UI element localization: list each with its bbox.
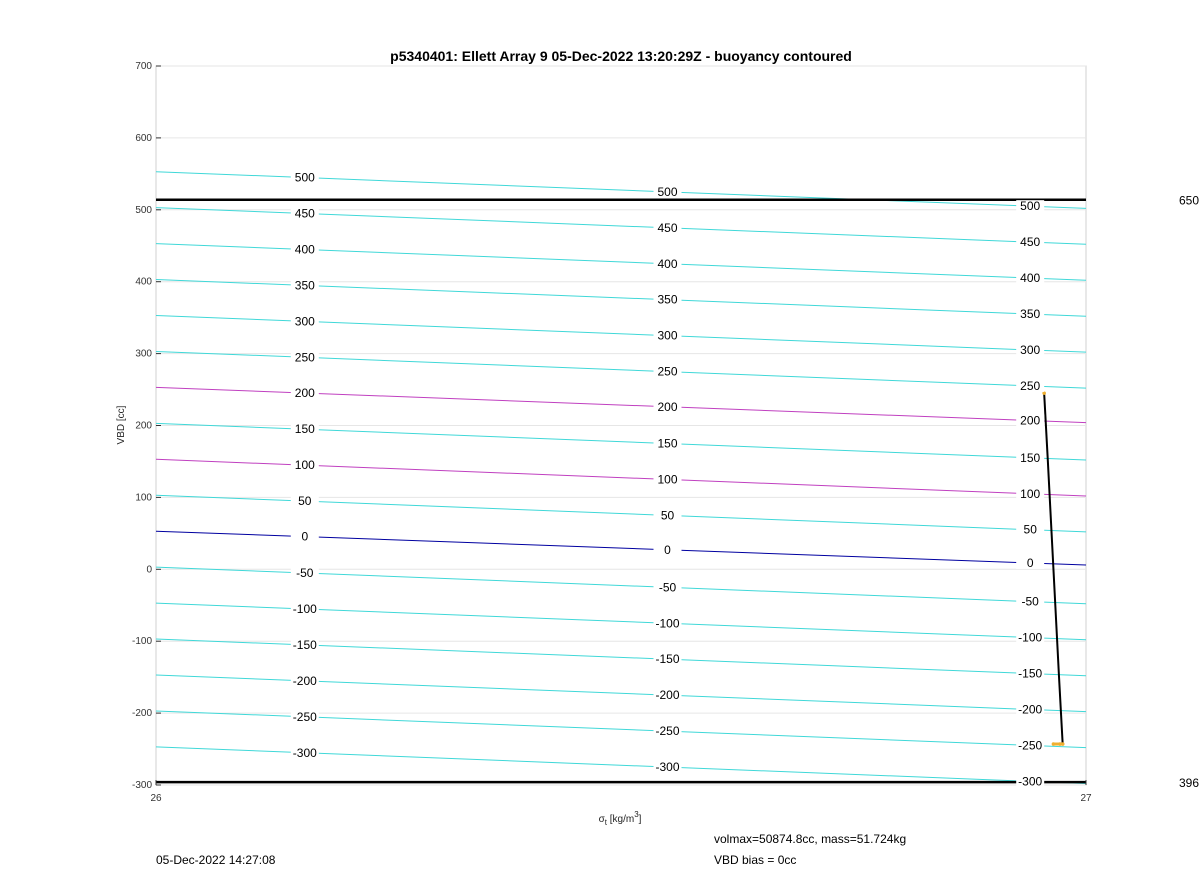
contour-label: -100 <box>292 601 317 616</box>
contour-label: 250 <box>294 350 315 365</box>
contour-label: 300 <box>657 328 678 343</box>
contour-label: 0 <box>664 542 671 557</box>
contour-label: 300 <box>1020 342 1041 357</box>
contour-label: 350 <box>294 278 315 293</box>
contour-label: 100 <box>294 458 315 473</box>
contour-label: 350 <box>657 292 678 307</box>
contour-label: 200 <box>657 399 678 414</box>
y-tick-label: 0 <box>146 564 152 576</box>
contour-label: 50 <box>298 494 312 509</box>
y-tick-label: -300 <box>131 780 152 791</box>
contour-label: 100 <box>1020 486 1041 501</box>
x-axis-label <box>599 810 642 827</box>
contour-label: -100 <box>1018 630 1043 645</box>
contour-label: 50 <box>1023 522 1037 537</box>
timestamp-text: 05-Dec-2022 14:27:08 <box>156 853 276 867</box>
y-tick-label: 200 <box>135 420 152 432</box>
contour-label: -200 <box>292 673 317 688</box>
contour-label: -150 <box>655 652 680 667</box>
x-tick-label: 27 <box>1080 793 1092 804</box>
contour-label: 450 <box>294 206 315 221</box>
contour-label: 250 <box>1020 378 1041 393</box>
contour-label: -200 <box>1018 702 1043 717</box>
glider-endpoint <box>1061 742 1065 746</box>
contour-label: -300 <box>655 760 680 775</box>
y-tick-label: 400 <box>135 276 152 288</box>
contour-label: 0 <box>1026 555 1034 570</box>
contour-label: 400 <box>294 242 315 257</box>
contour-label: -300 <box>292 745 317 760</box>
y-tick-label: 300 <box>135 348 152 360</box>
contour-label: 150 <box>657 436 678 451</box>
contour-label: 400 <box>1020 271 1041 286</box>
contour-label: 500 <box>294 170 315 185</box>
contour-label: 500 <box>657 184 678 199</box>
contour-label: 400 <box>657 256 678 271</box>
contour-label: 100 <box>657 472 678 487</box>
volmax-mass-text: volmax=50874.8cc, mass=51.724kg <box>714 832 907 846</box>
y-tick-label: 100 <box>135 492 152 504</box>
contour-label: -50 <box>658 580 677 595</box>
y-axis-label: VBD [cc] <box>116 405 127 445</box>
contour-label: 50 <box>660 508 675 523</box>
contour-label: -200 <box>655 688 680 703</box>
contour-label: 450 <box>657 220 678 235</box>
contour-label: 500 <box>1020 199 1041 214</box>
x-axis-label-sub: t <box>604 818 607 827</box>
contour-label: -250 <box>1018 738 1043 753</box>
contour-label: 200 <box>1020 413 1041 428</box>
x-tick-label: 26 <box>150 793 162 804</box>
contour-label: -50 <box>296 566 314 581</box>
chart-title: p5340401: Ellett Array 9 05-Dec-2022 13:20:29Z - buoyancy contoured <box>390 48 852 64</box>
x-axis-label-sup: 3 <box>634 810 639 819</box>
x-axis-label-units: [kg/m <box>606 814 635 825</box>
contour-label: -300 <box>1018 774 1043 789</box>
glider-endpoint <box>1052 742 1056 746</box>
y-tick-label: 500 <box>135 204 152 216</box>
contour-label: -150 <box>292 637 317 652</box>
contour-label: 450 <box>1020 235 1041 250</box>
contour-label: 350 <box>1020 307 1041 322</box>
y-tick-label: 700 <box>135 61 152 72</box>
contour-label: 150 <box>1020 450 1041 465</box>
contour-label: -250 <box>655 724 680 739</box>
contour-label: 300 <box>294 314 315 329</box>
y-tick-label: 600 <box>135 132 152 144</box>
vbd-limit-label: 650 <box>1178 193 1199 208</box>
vbd-limit-label: 396 <box>1178 776 1199 791</box>
x-axis-label-symbol: σ <box>598 814 605 825</box>
y-tick-label: -100 <box>131 636 152 648</box>
contour-label: 250 <box>657 364 678 379</box>
contour-label: 0 <box>301 529 309 544</box>
contour-label: -250 <box>292 709 317 724</box>
contour-label: 200 <box>294 386 315 401</box>
x-axis-label-close: ] <box>638 814 642 825</box>
vbd-bias-text: VBD bias = 0cc <box>714 853 797 867</box>
contour-label: -100 <box>655 616 680 631</box>
contour-label: -150 <box>1018 666 1043 681</box>
contour-label: 150 <box>294 422 315 437</box>
contour-label: -50 <box>1021 594 1039 609</box>
y-tick-label: -200 <box>131 708 152 720</box>
